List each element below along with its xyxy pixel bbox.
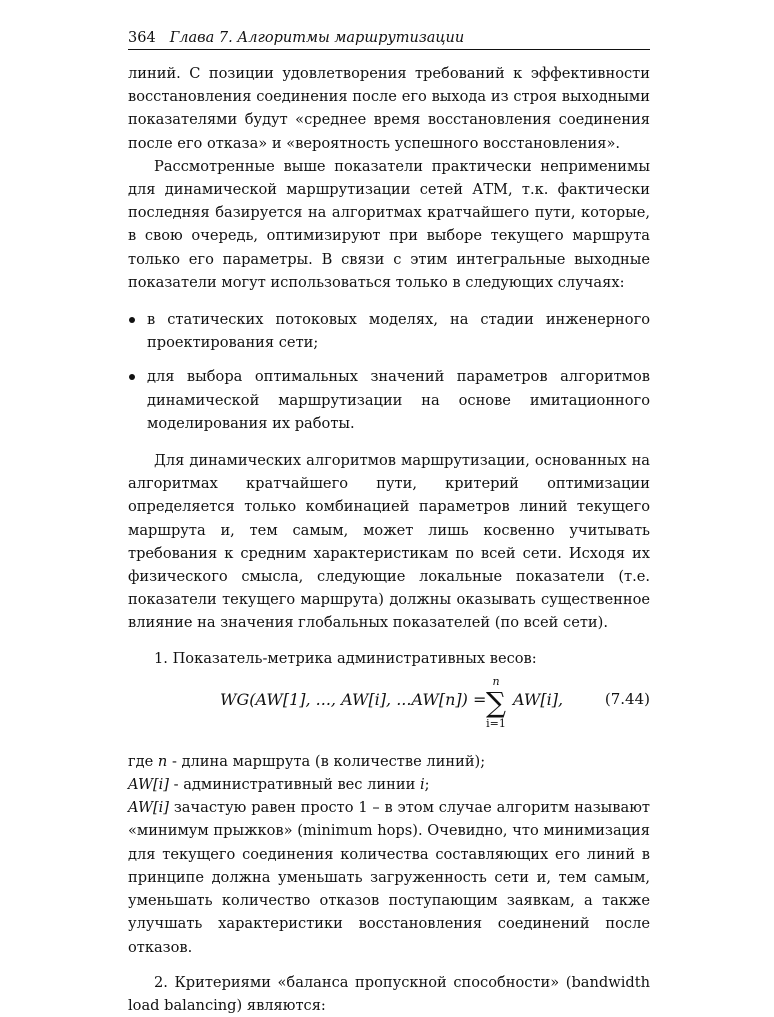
definition-text: где	[128, 752, 158, 770]
equation-rhs: AW[i],	[513, 689, 564, 709]
sum-upper-limit: n	[492, 674, 500, 688]
equation-lhs: WG(AW[1], ..., AW[i], ...AW[n]) =	[220, 689, 487, 709]
definition-text: - длина маршрута (в количестве линий);	[167, 752, 486, 770]
page-body	[128, 62, 650, 1017]
bullet-item	[128, 365, 650, 435]
paragraph-3: Для динамических алгоритмов маршрутизации, основанных на алгоритмах кратчайшего пути, критерий оптимизации определяется только комбинацией параметров линий текущего маршрута и, тем самым, может лишь косвенно учитывать требования к средним характеристикам по всей сети. Исходя их физического смысла, следующие локальные показатели (т.е. показатели текущего маршрута) должны оказывать существенное влияние на значения глобальных показателей (по всей сети).	[128, 452, 650, 632]
bullet-item	[128, 308, 650, 354]
summation	[481, 676, 511, 730]
definition-aw	[128, 773, 650, 796]
bullet-dot-icon	[129, 374, 135, 380]
bullet-list	[128, 308, 650, 435]
equation-number: (7.44)	[604, 689, 650, 708]
variable-aw: AW[i]	[128, 776, 170, 794]
definition-text: - административный вес линии	[169, 776, 420, 794]
sigma-icon: ∑	[486, 685, 506, 719]
variable-i: i	[419, 776, 425, 794]
paragraph-1: линий. С позиции удовлетворения требований к эффективности восстановления соединения после его выхода из строя выходными показателями будут «среднее время восстановления соединения после его отказа» и «вероятность успешного восстановления».	[128, 65, 650, 152]
variable-aw: AW[i]	[128, 799, 170, 817]
running-title: Глава 7. Алгоритмы маршрутизации	[169, 30, 465, 46]
paragraph-2: Рассмотренные выше показатели практически неприменимы для динамической маршрутизации сетей АТМ, т.к. фактически последняя базируется на алгоритмах кратчайшего пути, которые, в свою очередь, оптимизируют при выборе текущего маршрута только его параметры. В связи с этим интегральные выходные показатели могут использоваться только в следующих случаях:	[128, 157, 650, 291]
definition-n	[128, 750, 650, 773]
numbered-item-2: 2. Критериями «баланса пропускной способности» (bandwidth load balancing) являются:	[128, 973, 650, 1014]
aw-note-text: зачастую равен просто 1 – в этом случае алгоритм называют «минимум прыжков» (minimum hops). Очевидно, что минимизация для текущего соединения количества составляющих его линий в принципе должна уменьшать загруженность сети и, тем самым, уменьшать количество отказов поступающим заявкам, а также улучшать характеристики восстановления соединений после отказов.	[128, 799, 650, 956]
variable-n: n	[157, 752, 168, 770]
definition-text: ;	[424, 776, 430, 794]
equation-7-44	[128, 674, 650, 744]
sum-lower-limit: i=1	[486, 716, 506, 730]
page-number: 364	[128, 30, 156, 46]
aw-note	[128, 796, 650, 958]
running-header	[128, 30, 650, 50]
bullet-text: для выбора оптимальных значений параметров алгоритмов динамической маршрутизации на основе имитационного моделирования их работы.	[147, 368, 650, 432]
bullet-text: в статических потоковых моделях, на стадии инженерного проектирования сети;	[147, 311, 650, 352]
bullet-dot-icon	[129, 317, 135, 323]
numbered-item-1: 1. Показатель-метрика административных весов:	[154, 649, 537, 667]
